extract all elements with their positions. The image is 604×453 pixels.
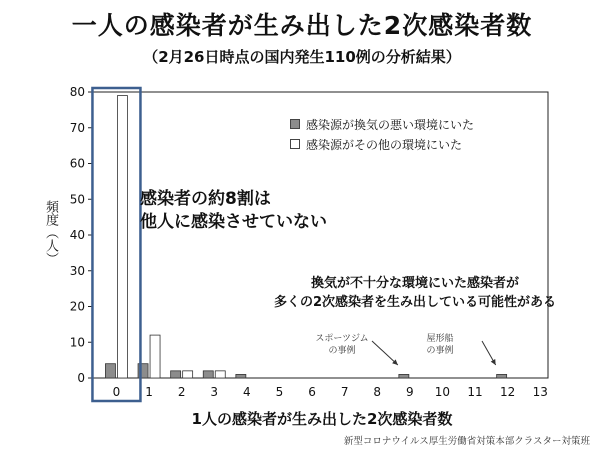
x-tick-label: 11 [467,385,483,399]
bar-other-3 [215,371,225,378]
legend-swatch-poor-ventilation [290,119,300,129]
x-tick-label: 2 [177,385,186,399]
x-tick-label: 5 [275,385,284,399]
x-tick-label: 1 [145,385,153,399]
annotation-boat-line1: 屋形船 [426,334,454,344]
legend-label-other: 感染源がその他の環境にいた [306,137,463,152]
bar-other-1 [150,335,160,378]
annotation-gym-case [302,333,382,357]
y-tick-label: 40 [69,228,85,242]
legend-item-other [290,134,474,154]
x-tick-label: 12 [500,385,516,399]
legend-item-poor-ventilation [290,114,474,134]
x-tick-label: 13 [532,385,548,399]
y-tick-label: 0 [77,371,85,385]
x-tick-label: 3 [210,385,219,399]
bar-other-0 [117,96,127,378]
highlight-box-zero [92,88,140,401]
x-tick-label: 6 [308,385,316,399]
x-tick-label: 7 [340,385,349,399]
bar-poor-ventilation-3 [203,371,213,378]
y-tick-label: 80 [69,85,85,99]
annotation-boat-line2: の事例 [426,346,454,356]
legend-swatch-other [290,139,300,149]
annotation-boat-case [410,333,470,357]
y-tick-label: 20 [69,299,85,314]
y-tick-label: 70 [69,120,85,135]
legend-label-poor-ventilation: 感染源が換気の悪い環境にいた [306,117,475,132]
annotation-gym-line1: スポーツジム [315,334,369,344]
legend [290,114,474,154]
chart-subtitle: （2月26日時点の国内発生110例の分析結果） [143,48,461,66]
bar-poor-ventilation-0 [105,364,115,378]
x-tick-label: 8 [373,385,382,399]
bar-poor-ventilation-12 [497,374,507,378]
chart-title: 一人の感染者が生み出した2次感染者数 [71,11,533,40]
annotation-main [140,188,327,234]
x-tick-label: 10 [434,385,451,399]
y-tick-label: 10 [69,335,85,350]
bar-poor-ventilation-2 [171,371,181,378]
bar-other-2 [183,371,193,378]
bar-poor-ventilation-4 [236,374,246,378]
y-tick-label: 30 [69,263,85,278]
source-credit: 新型コロナウイルス厚生労働省対策本部クラスター対策班 [343,436,590,447]
x-axis-label: 1人の感染者が生み出した2次感染者数 [191,410,453,428]
x-tick-label: 4 [243,385,251,399]
y-tick-label: 50 [69,192,85,207]
x-tick-label: 0 [112,385,121,399]
annotation-main-line2: 他人に感染させていない [140,212,327,232]
annotation-ventilation-line2: 多くの2次感染者を生み出している可能性がある [273,295,557,310]
x-tick-label: 9 [406,385,414,399]
annotation-gym-line2: の事例 [328,346,356,356]
annotation-ventilation [255,274,575,312]
y-tick-label: 60 [69,156,85,171]
bar-poor-ventilation-9 [399,374,409,378]
annotation-main-line1: 感染者の約8割は [140,189,271,209]
y-axis-label: 頻度（人） [43,200,58,265]
annotation-ventilation-line1: 換気が不十分な環境にいた感染者が [310,276,519,291]
